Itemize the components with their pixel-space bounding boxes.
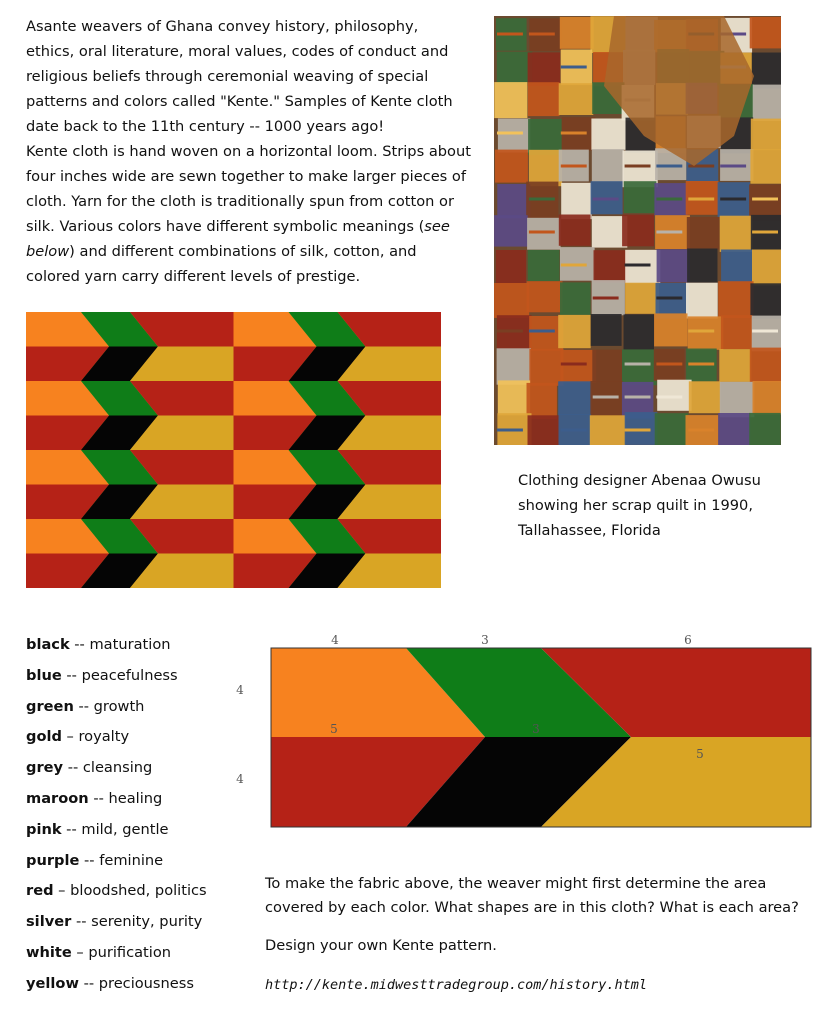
quilt-patch <box>718 281 753 318</box>
quilt-patch <box>590 415 626 445</box>
diagram-side-label: 4 <box>236 683 244 697</box>
quilt-patch <box>528 82 560 116</box>
quilt-patch <box>494 283 529 318</box>
quilt-patch <box>622 349 657 385</box>
quilt-patch <box>561 183 591 219</box>
quilt-patch <box>591 314 622 346</box>
diagram-top-label: 4 <box>331 633 339 647</box>
quilt-patch <box>624 314 655 349</box>
quilt-patch <box>494 82 527 118</box>
quilt-patch-stripe <box>529 330 555 333</box>
quilt-patch-stripe <box>656 297 682 300</box>
quilt-patch <box>558 381 592 415</box>
quilt-patch <box>559 215 591 246</box>
quilt-patch <box>688 316 724 349</box>
quilt-patch-stripe <box>529 198 555 201</box>
quilt-patch <box>752 53 781 89</box>
quilt-patch <box>625 250 660 283</box>
quilt-patch-stripe <box>529 231 555 234</box>
quilt-patch <box>686 283 718 319</box>
diagram-inner-label: 5 <box>330 722 338 736</box>
quilt-patch-stripe <box>688 330 714 333</box>
source-url[interactable]: http://kente.midwesttradegroup.com/history.html <box>265 977 648 993</box>
quilt-patch <box>624 181 657 213</box>
quilt-patch <box>527 218 561 250</box>
quilt-patch <box>687 249 717 283</box>
intro-p2-after: ) and different combinations of silk, cotton, and colored yarn carry different levels of prestige. <box>26 243 417 285</box>
quilt-patch <box>751 119 781 151</box>
color-item: gold – royalty <box>26 728 130 746</box>
quilt-patch-stripe <box>656 231 682 234</box>
design-prompt: Design your own Kente pattern. <box>265 937 497 954</box>
quilt-patch <box>497 52 533 85</box>
kente-pattern-svg <box>26 312 441 588</box>
color-item: blue -- peacefulness <box>26 666 178 684</box>
intro-p2-before: Kente cloth is hand woven on a horizontal loom. Strips about four inches wide are sewn together to make larger pieces of cloth. Yarn for the cloth is traditionally spun from cotton or silk. Various colors have different symbolic meanings ( <box>26 143 471 235</box>
quilt-patch-stripe <box>752 198 778 201</box>
quilt-patch-stripe <box>720 165 746 168</box>
kente-pattern-fill <box>26 312 441 588</box>
photo-caption <box>518 468 798 543</box>
quilt-patch <box>753 85 781 121</box>
quilt-patch <box>720 382 755 417</box>
quilt-patch <box>560 350 596 383</box>
quilt-patch <box>528 52 561 86</box>
quilt-patch <box>655 413 689 445</box>
intro-paragraph-1: Asante weavers of Ghana convey history, philosophy, ethics, oral literature, moral values, codes of conduct and religious beliefs through ceremonial weaving of special patterns and colors called "Kente." Samples of Kente cloth date back to the 11th century -- 1000 years ago! <box>26 18 453 135</box>
quilt-patch <box>594 250 630 282</box>
quilt-patch <box>656 283 689 319</box>
quilt-patch-stripe <box>625 396 651 399</box>
kente-tile-diagram <box>226 626 826 836</box>
quilt-patch-stripe <box>656 198 682 201</box>
quilt-patch <box>750 348 781 383</box>
quilt-patch <box>497 348 531 384</box>
quilt-patch-stripe <box>497 330 523 333</box>
caption-line-2: showing her scrap quilt in 1990, <box>518 497 753 514</box>
color-item: black -- maturation <box>26 636 171 653</box>
kente-diagram-svg <box>226 626 826 836</box>
quilt-patch <box>753 381 782 415</box>
quilt-patch-stripe <box>752 231 778 234</box>
diagram-top-label: 3 <box>481 633 489 647</box>
color-meanings-list <box>26 632 207 1002</box>
quilt-patch <box>529 316 563 351</box>
quilt-patch <box>529 150 562 186</box>
diagram-inner-label: 3 <box>532 722 540 736</box>
quilt-patch-stripe <box>593 297 619 300</box>
quilt-patch <box>592 216 628 248</box>
quilt-patch <box>528 415 560 445</box>
color-item: green -- growth <box>26 697 145 715</box>
quilt-patch <box>528 119 562 155</box>
color-item: maroon -- healing <box>26 789 163 807</box>
quilt-patch-stripe <box>656 396 682 399</box>
quilt-patch <box>718 413 750 445</box>
quilt-patch <box>752 250 781 286</box>
quilt-patch <box>498 119 530 153</box>
quilt-patch-stripe <box>688 429 714 432</box>
quilt-patch <box>657 249 690 282</box>
quilt-patch <box>721 250 752 282</box>
quilt-patch-stripe <box>593 396 619 399</box>
caption-line-1: Clothing designer Abenaa Owusu <box>518 472 761 489</box>
caption-line-3: Tallahassee, Florida <box>518 522 661 539</box>
quilt-patch <box>590 381 622 417</box>
quilt-patch <box>592 149 624 181</box>
quilt-patch <box>560 282 591 315</box>
color-item: silver -- serenity, purity <box>26 913 203 931</box>
quilt-patch-stripe <box>625 429 651 432</box>
quilt-patch <box>591 119 625 150</box>
intro-text <box>26 14 471 289</box>
quilt-patch-stripe <box>625 363 651 366</box>
quilt-patch <box>657 380 691 411</box>
quilt-photo-mosaic <box>494 16 781 445</box>
quilt-patch <box>497 184 530 218</box>
quilt-patch <box>560 17 594 49</box>
quilt-patch <box>495 150 528 183</box>
kente-pattern <box>26 312 441 588</box>
color-item: red – bloodshed, politics <box>26 882 207 900</box>
quilt-patch-stripe <box>656 363 682 366</box>
quilt-patch <box>494 215 528 246</box>
quilt-patch-stripe <box>497 33 523 36</box>
quilt-patch-stripe <box>561 264 587 267</box>
quilt-patch-stripe <box>561 66 587 69</box>
quilt-patch <box>622 215 654 247</box>
quilt-patch <box>720 216 753 252</box>
quilt-patch-stripe <box>497 429 523 432</box>
intro-p2-italic: see below <box>26 218 450 260</box>
quilt-patch-stripe <box>688 363 714 366</box>
color-item: white – purification <box>26 943 172 961</box>
quilt-patch <box>654 313 687 346</box>
quilt-patch <box>527 281 563 312</box>
area-question: To make the fabric above, the weaver might first determine the area covered by each color. What shapes are in this cloth? What is each area? <box>265 875 799 916</box>
quilt-patch-stripe <box>625 264 651 267</box>
intro-paragraph-2 <box>26 139 471 289</box>
quilt-patch <box>498 380 530 415</box>
quilt-patch-stripe <box>497 132 523 135</box>
quilt-patch <box>749 413 781 445</box>
quilt-patch <box>529 349 563 386</box>
quilt-patch <box>721 315 752 349</box>
color-item: yellow -- preciousness <box>26 974 194 992</box>
quilt-patch-stripe <box>529 33 555 36</box>
quilt-patch-stripe <box>593 198 619 201</box>
quilt-patch-stripe <box>625 165 651 168</box>
quilt-patch-stripe <box>752 330 778 333</box>
quilt-patch <box>689 381 721 413</box>
color-item: pink -- mild, gentle <box>26 820 169 838</box>
color-item: purple -- feminine <box>26 851 164 869</box>
quilt-patch <box>528 250 560 281</box>
diagram-side-label: 4 <box>236 772 244 786</box>
quilt-patch <box>592 350 623 382</box>
diagram-inner-label: 5 <box>696 747 704 761</box>
quilt-photo <box>494 16 781 445</box>
quilt-patch <box>558 315 591 348</box>
quilt-patch <box>559 83 594 115</box>
quilt-patch <box>625 283 659 314</box>
quilt-patch <box>719 349 751 382</box>
quilt-patch <box>687 217 720 250</box>
diagram-top-label: 6 <box>684 633 692 647</box>
quilt-patch-stripe <box>561 429 587 432</box>
quilt-patch <box>750 149 781 183</box>
quilt-patch-stripe <box>688 165 714 168</box>
quilt-patch <box>750 283 781 319</box>
quilt-patch-stripe <box>561 132 587 135</box>
quilt-patch <box>752 316 781 352</box>
quilt-patch-stripe <box>561 165 587 168</box>
quilt-patch <box>750 17 781 49</box>
quilt-patch-stripe <box>688 198 714 201</box>
color-item: grey -- cleansing <box>26 759 153 777</box>
quilt-patch-stripe <box>656 165 682 168</box>
quilt-patch-stripe <box>561 363 587 366</box>
quilt-patch <box>496 250 526 283</box>
quilt-patch-stripe <box>720 198 746 201</box>
